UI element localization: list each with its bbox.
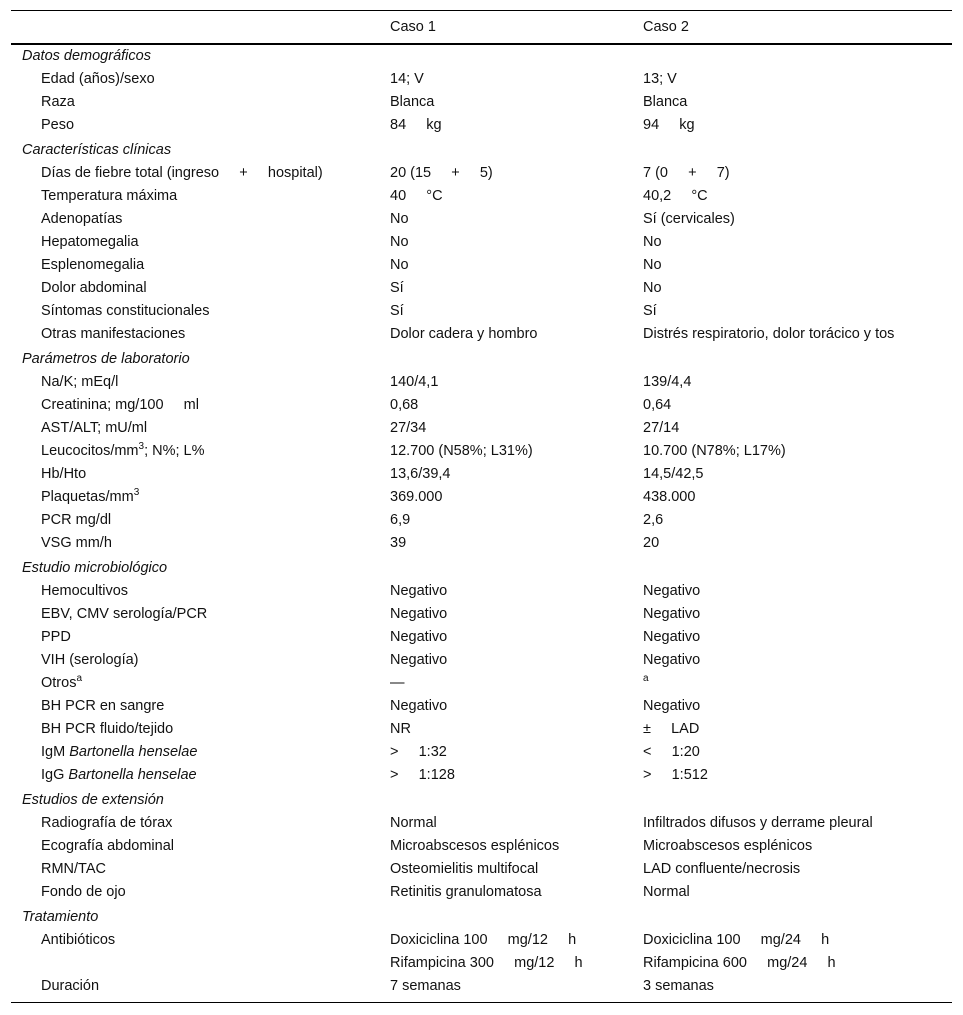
- section-row: [11, 557, 952, 580]
- table-row: [11, 394, 952, 417]
- table-row: [11, 975, 952, 998]
- label-text: IgM: [41, 744, 70, 760]
- table-row: [11, 626, 952, 649]
- caso-2-value: 14,5/42,5: [643, 466, 704, 482]
- row-label: [41, 486, 139, 509]
- row-label: Esplenomegalia: [41, 257, 145, 273]
- caso-1-value: 140/4,1: [390, 374, 439, 390]
- section-title: Datos demográficos: [22, 48, 151, 64]
- row-label: Fondo de ojo: [41, 884, 126, 900]
- row-label: Creatinina; mg/100 ml: [41, 397, 199, 413]
- table-row: [11, 952, 952, 975]
- row-label: EBV, CMV serología/PCR: [41, 606, 208, 622]
- caso-1-value: 13,6/39,4: [390, 466, 451, 482]
- caso-2-value: 0,64: [643, 397, 672, 413]
- caso-1-value: NR: [390, 721, 411, 737]
- table-row: [11, 323, 952, 346]
- table-row: [11, 254, 952, 277]
- caso-1-value: Microabscesos esplénicos: [390, 838, 560, 854]
- table-row: [11, 532, 952, 555]
- caso-2-value: 94 kg: [643, 117, 695, 133]
- caso-1-value: —: [390, 675, 405, 691]
- caso-1-value: 7 semanas: [390, 978, 461, 994]
- section-row: [11, 906, 952, 929]
- label-text: ; N%; L%: [144, 443, 205, 459]
- caso-1-value: Rifampicina 300 mg/12 h: [390, 955, 583, 971]
- caso-1-value: 6,9: [390, 512, 411, 528]
- caso-2-value: > 1:512: [643, 767, 708, 783]
- table-row: [11, 764, 952, 787]
- species-name: Bartonella henselae: [68, 767, 197, 783]
- row-label: Edad (años)/sexo: [41, 71, 155, 87]
- section-row: [11, 139, 952, 162]
- caso-2-value: Distrés respiratorio, dolor torácico y tos: [643, 326, 895, 342]
- footnote-marker: a: [643, 673, 649, 684]
- species-name: Bartonella henselae: [69, 744, 198, 760]
- table-row: [11, 695, 952, 718]
- caso-2-value: 3 semanas: [643, 978, 714, 994]
- footnote-marker: a: [76, 673, 83, 684]
- row-label: AST/ALT; mU/ml: [41, 420, 148, 436]
- caso-2-value: No: [643, 234, 662, 250]
- row-label: Peso: [41, 117, 75, 133]
- caso-2-value: Rifampicina 600 mg/24 h: [643, 955, 836, 971]
- table-row: [11, 162, 952, 185]
- row-label: Hepatomegalia: [41, 234, 139, 250]
- row-label: [41, 440, 205, 463]
- caso-1-value: 20 (15 + 5): [390, 165, 493, 181]
- caso-2-value: Sí: [643, 303, 657, 319]
- row-label: BH PCR en sangre: [41, 698, 165, 714]
- caso-1-value: Negativo: [390, 698, 448, 714]
- superscript: 3: [133, 487, 140, 498]
- top-rule: [11, 10, 952, 11]
- table-row: [11, 718, 952, 741]
- table-row: [11, 231, 952, 254]
- row-label: [41, 741, 197, 764]
- row-label: VIH (serología): [41, 652, 139, 668]
- caso-2-value: Doxiciclina 100 mg/24 h: [643, 932, 830, 948]
- table-row: [11, 509, 952, 532]
- row-label: [41, 764, 197, 787]
- caso-1-value: 27/34: [390, 420, 427, 436]
- table-row: [11, 741, 952, 764]
- row-label: VSG mm/h: [41, 535, 112, 551]
- row-label: Na/K; mEq/l: [41, 374, 119, 390]
- table-row: [11, 603, 952, 626]
- caso-1-value: 0,68: [390, 397, 419, 413]
- caso-1-value: Negativo: [390, 583, 448, 599]
- caso-2-value: 438.000: [643, 489, 696, 505]
- label-text: IgG: [41, 767, 69, 783]
- caso-2-value: Blanca: [643, 94, 688, 110]
- caso-1-value: No: [390, 257, 409, 273]
- table-row: [11, 463, 952, 486]
- section-title: Tratamiento: [22, 909, 99, 925]
- caso-1-value: Negativo: [390, 629, 448, 645]
- caso-1-value: Negativo: [390, 652, 448, 668]
- table-row: [11, 68, 952, 91]
- table-row: [11, 208, 952, 231]
- caso-2-value: 139/4,4: [643, 374, 692, 390]
- table-row: [11, 812, 952, 835]
- caso-1-value: No: [390, 234, 409, 250]
- table-row: [11, 486, 952, 509]
- caso-2-value: 10.700 (N78%; L17%): [643, 443, 786, 459]
- caso-2-value: 2,6: [643, 512, 664, 528]
- caso-1-value: Retinitis granulomatosa: [390, 884, 542, 900]
- section-title: Estudio microbiológico: [22, 560, 168, 576]
- caso-1-value: 84 kg: [390, 117, 442, 133]
- row-label: Hb/Hto: [41, 466, 87, 482]
- table-row: [11, 929, 952, 952]
- row-label: Temperatura máxima: [41, 188, 178, 204]
- caso-2-value: Microabscesos esplénicos: [643, 838, 813, 854]
- row-label: Dolor abdominal: [41, 280, 147, 296]
- caso-2-value: 13; V: [643, 71, 677, 87]
- caso-1-value: 12.700 (N58%; L31%): [390, 443, 533, 459]
- section-title: Características clínicas: [22, 142, 172, 158]
- caso-2-value: Infiltrados difusos y derrame pleural: [643, 815, 873, 831]
- label-text: Otros: [41, 675, 77, 691]
- caso-2-value: < 1:20: [643, 744, 700, 760]
- caso-1-value: Sí: [390, 280, 404, 296]
- caso-2-value: 7 (0 + 7): [643, 165, 730, 181]
- table-row: [11, 300, 952, 323]
- label-text: Leucocitos/mm: [41, 443, 139, 459]
- caso-1-value: No: [390, 211, 409, 227]
- header-caso-1: Caso 1: [390, 19, 436, 35]
- table-row: [11, 417, 952, 440]
- row-label: Hemocultivos: [41, 583, 129, 599]
- row-label: Adenopatías: [41, 211, 123, 227]
- label-text: Plaquetas/mm: [41, 489, 134, 505]
- caso-1-value: > 1:128: [390, 767, 455, 783]
- section-row: [11, 45, 952, 68]
- row-label: PPD: [41, 629, 71, 645]
- caso-2-value: ± LAD: [643, 721, 700, 737]
- caso-2-value: Negativo: [643, 698, 701, 714]
- row-label: Síntomas constitucionales: [41, 303, 210, 319]
- caso-2-value: Negativo: [643, 652, 701, 668]
- table-row: [11, 835, 952, 858]
- caso-2-value: Normal: [643, 884, 690, 900]
- table-row: [11, 649, 952, 672]
- caso-2-value: 20: [643, 535, 660, 551]
- header-row: [11, 16, 952, 39]
- caso-1-value: Negativo: [390, 606, 448, 622]
- caso-1-value: 369.000: [390, 489, 443, 505]
- caso-2-value: 40,2 °C: [643, 188, 708, 204]
- row-label: Raza: [41, 94, 75, 110]
- caso-1-value: Normal: [390, 815, 437, 831]
- table-row: [11, 858, 952, 881]
- caso-2-value: Negativo: [643, 606, 701, 622]
- caso-2-value: Negativo: [643, 583, 701, 599]
- caso-1-value: 14; V: [390, 71, 424, 87]
- table-row: [11, 881, 952, 904]
- row-label: Días de fiebre total (ingreso + hospital): [41, 165, 323, 181]
- table-row: [11, 580, 952, 603]
- row-label: Radiografía de tórax: [41, 815, 173, 831]
- table-row: [11, 91, 952, 114]
- bottom-rule: [11, 1002, 952, 1003]
- row-label: BH PCR fluido/tejido: [41, 721, 174, 737]
- row-label: Otras manifestaciones: [41, 326, 186, 342]
- row-label: RMN/TAC: [41, 861, 106, 877]
- table-row: [11, 185, 952, 208]
- header-caso-2: Caso 2: [643, 19, 689, 35]
- caso-2-value: No: [643, 257, 662, 273]
- table-row: [11, 277, 952, 300]
- caso-1-value: Osteomielitis multifocal: [390, 861, 539, 877]
- caso-1-value: 39: [390, 535, 407, 551]
- superscript: 3: [138, 441, 145, 452]
- caso-1-value: Dolor cadera y hombro: [390, 326, 538, 342]
- caso-2-value: No: [643, 280, 662, 296]
- caso-1-value: > 1:32: [390, 744, 447, 760]
- section-title: Estudios de extensión: [22, 792, 164, 808]
- caso-1-value: 40 °C: [390, 188, 443, 204]
- table-row: [11, 440, 952, 463]
- caso-1-value: Doxiciclina 100 mg/12 h: [390, 932, 577, 948]
- caso-2-value: Negativo: [643, 629, 701, 645]
- caso-2-value: Sí (cervicales): [643, 211, 735, 227]
- caso-1-value: Sí: [390, 303, 404, 319]
- row-label: Antibióticos: [41, 932, 116, 948]
- caso-1-value: Blanca: [390, 94, 435, 110]
- table-row: [11, 114, 952, 137]
- section-row: [11, 348, 952, 371]
- table-row: [11, 672, 952, 695]
- row-label: [41, 672, 82, 695]
- row-label: Ecografía abdominal: [41, 838, 174, 854]
- row-label: Duración: [41, 978, 100, 994]
- table-row: [11, 371, 952, 394]
- section-title: Parámetros de laboratorio: [22, 351, 190, 367]
- caso-2-value: LAD confluente/necrosis: [643, 861, 801, 877]
- section-row: [11, 789, 952, 812]
- caso-2-value: [643, 672, 649, 695]
- caso-2-value: 27/14: [643, 420, 680, 436]
- row-label: PCR mg/dl: [41, 512, 112, 528]
